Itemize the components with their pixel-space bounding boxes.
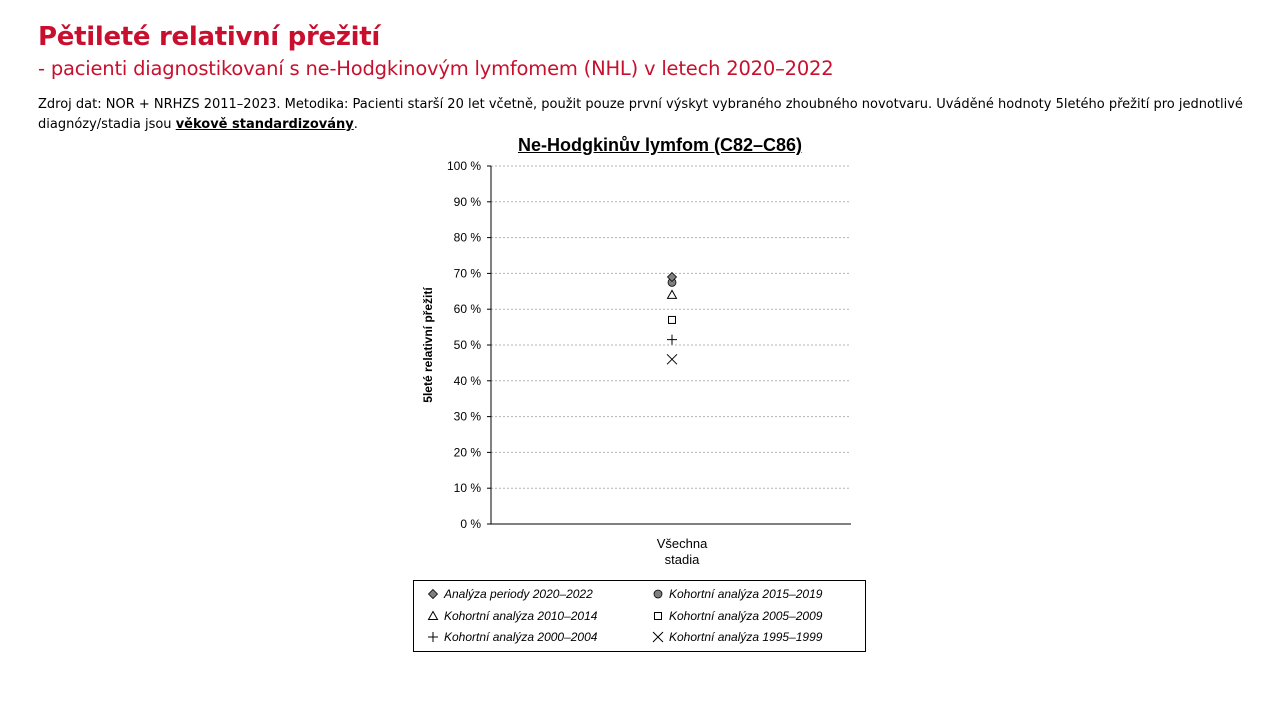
source-end: . bbox=[353, 117, 358, 132]
page-title: Pětileté relativní přežití bbox=[38, 22, 381, 52]
legend-label: Kohortní analýza 2010–2014 bbox=[444, 609, 598, 623]
data-point-plus bbox=[667, 335, 677, 345]
legend-item bbox=[651, 587, 822, 601]
y-tick-label: 80 % bbox=[453, 230, 481, 245]
legend-item bbox=[651, 630, 822, 644]
legend-label: Kohortní analýza 1995–1999 bbox=[669, 630, 823, 644]
legend-marker bbox=[429, 612, 438, 620]
y-axis-label: 5leté relativní přežití bbox=[421, 287, 435, 403]
data-point-x bbox=[667, 354, 677, 364]
legend-marker bbox=[428, 632, 438, 642]
x-category-line-1: Všechna bbox=[656, 536, 708, 551]
legend-marker bbox=[655, 613, 662, 620]
legend-label: Analýza periody 2020–2022 bbox=[444, 587, 593, 601]
y-tick-label: 20 % bbox=[453, 445, 481, 460]
legend-item bbox=[426, 630, 597, 644]
data-point-square bbox=[669, 316, 676, 323]
x-category-label bbox=[632, 536, 732, 568]
chart-title: Ne-Hodgkinův lymfom (C82–C86) bbox=[517, 135, 803, 155]
legend-item bbox=[651, 609, 822, 623]
legend-item bbox=[426, 609, 597, 623]
legend-label: Kohortní analýza 2005–2009 bbox=[669, 609, 823, 623]
y-tick-label: 70 % bbox=[453, 266, 481, 281]
y-tick-label: 60 % bbox=[453, 302, 481, 317]
source-bold-text: věkově standardizovány bbox=[175, 117, 354, 132]
legend-marker bbox=[429, 590, 438, 599]
legend-label: Kohortní analýza 2000–2004 bbox=[444, 630, 598, 644]
legend-marker-square-icon bbox=[651, 609, 665, 623]
legend-marker bbox=[654, 590, 662, 598]
legend-label: Kohortní analýza 2015–2019 bbox=[669, 587, 823, 601]
y-tick-label: 90 % bbox=[453, 194, 481, 209]
y-tick-label: 0 % bbox=[460, 517, 481, 531]
y-tick-label: 10 % bbox=[453, 481, 481, 496]
y-tick-label: 100 % bbox=[446, 159, 481, 173]
legend-marker-diamond-icon bbox=[426, 587, 440, 601]
legend-marker-plus-icon bbox=[426, 630, 440, 644]
legend-marker bbox=[653, 632, 663, 642]
legend-marker-x-icon bbox=[651, 630, 665, 644]
legend-marker-circle-icon bbox=[651, 587, 665, 601]
x-category-line-2: stadia bbox=[664, 552, 700, 567]
y-tick-label: 50 % bbox=[453, 338, 481, 352]
y-tick-label: 40 % bbox=[453, 373, 481, 388]
data-point-triangle bbox=[668, 290, 677, 298]
source-text: Zdroj dat: NOR + NRHZS 2011–2023. Metodika: Pacienti starší 20 let včetně, použit pouze první výskyt vybraného zhoubného novotvaru. Uváděné hodnoty 5letého přežití pro jednotlivé diagnózy/stadia jsou bbox=[38, 97, 1243, 132]
legend-item bbox=[426, 587, 593, 601]
legend bbox=[413, 580, 866, 652]
y-tick-label: 30 % bbox=[453, 409, 481, 424]
page-subtitle: - pacienti diagnostikovaní s ne-Hodgkinovým lymfomem (NHL) v letech 2020–2022 bbox=[38, 57, 834, 80]
legend-marker-triangle-icon bbox=[426, 609, 440, 623]
